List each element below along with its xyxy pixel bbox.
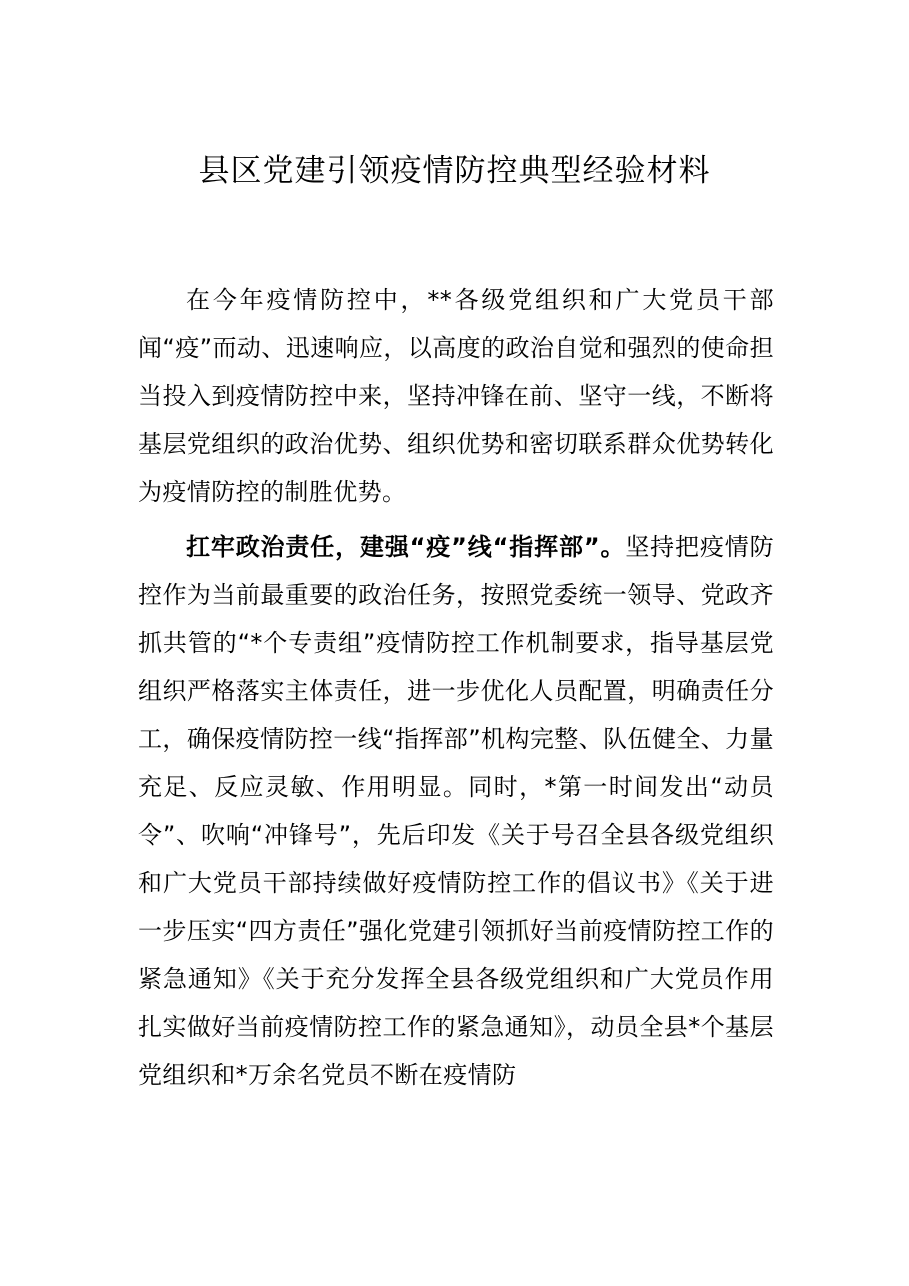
document-body — [138, 276, 774, 1099]
paragraph-intro — [138, 276, 774, 516]
paragraph-text: 坚持把疫情防控作为当前最重要的政治任务，按照党委统一领导、党政齐抓共管的“*个专责组”疫情防控工作机制要求，指导基层党组织严格落实主体责任，进一步优化人员配置，明确责任分工，确保疫情防控一线“指挥部”机构完整、队伍健全、力量充足、反应灵敏、作用明显。同时，*第一时间发出“动员令”、吹响“冲锋号”，先后印发《关于号召全县各级党组织和广大党员干部持续做好疫情防控工作的倡议书》《关于进一步压实“四方责任”强化党建引领抓好当前疫情防控工作的紧急通知》《关于充分发挥全县各级党组织和广大党员作用扎实做好当前疫情防控工作的紧急通知》，动员全县*个基层党组织和*万余名党员不断在疫情防 — [138, 533, 774, 1089]
paragraph-text: 在今年疫情防控中，**各级党组织和广大党员干部闻“疫”而动、迅速响应，以高度的政治自觉和强烈的使命担当投入到疫情防控中来，坚持冲锋在前、坚守一线，不断将基层党组织的政治优势、组织优势和密切联系群众优势转化为疫情防控的制胜优势。 — [138, 286, 774, 506]
paragraph-political-responsibility — [138, 523, 774, 1099]
document-title: 县区党建引领疫情防控典型经验材料 — [198, 153, 711, 189]
paragraph-lead-heading: 扛牢政治责任，建强“疫”线“指挥部”。 — [186, 533, 626, 561]
